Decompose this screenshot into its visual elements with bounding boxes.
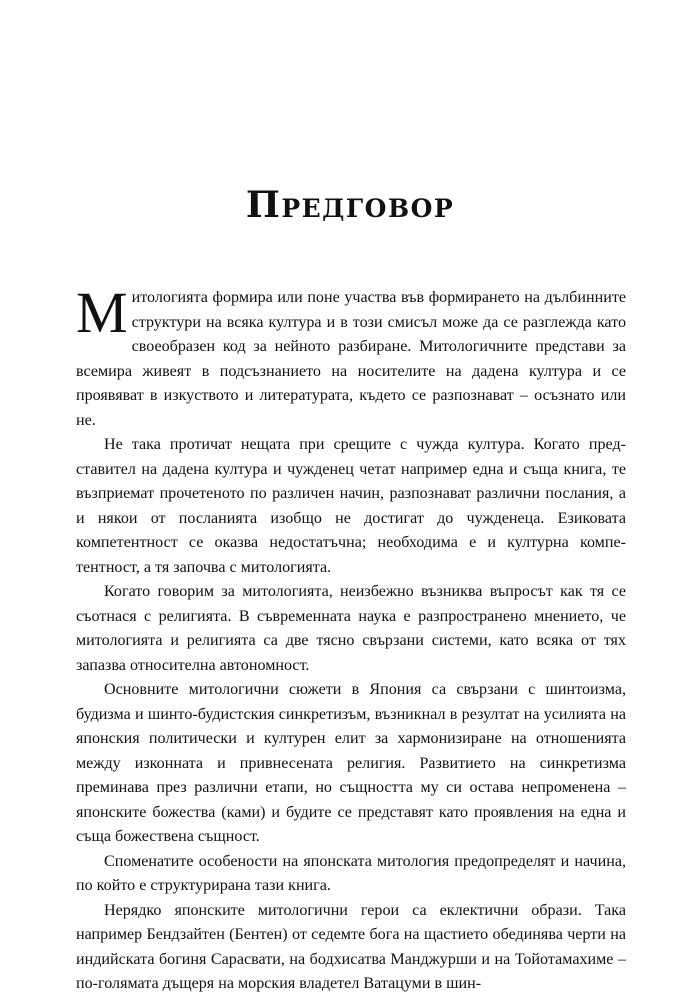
paragraph-1	[76, 280, 626, 433]
paragraph-6: Нерядко японските митологични герои са еклектични образи. Така например Бендзайтен (Бентен) от седемте бога на щастието обединява черти на индийската богиня Сарасвати, на бодхисатва Манджурши и на Тойотамахиме – по-голямата дъщеря на морския владетел Ватацуми в шин-	[76, 901, 626, 992]
chapter-body	[76, 280, 626, 997]
chapter-title: Предговор	[245, 184, 455, 226]
paragraph-1-text: итологията формира или поне участва във формирането на дълбинните структури на всяка култура и в този смисъл може да се разглежда като своеобразен код за нейното разбиране. Митологичните представи за всемира живеят в подсъзнанието на носителите на дадена култура и се проявяват в изкуството и литературата, където се разпознават – осъзнато или не.	[76, 289, 626, 429]
paragraph-4: Основните митологични сюжети в Япония са свързани с шинтоизма, будизма и шинто-будистския синкретизъм, възникнал в резултат на усилията на японския политически и културен елит за хармонизиране на отношенията между изконната и привнесената религия. Развитието на синкретизма преминава през различни етапи, но същността му си остава непроменена – японските божества (ками) и будите се представят като проявления на една и съща божествена същност.	[76, 681, 626, 845]
paragraph-5: Споменатите особености на японската митология предопределят и начина, по който е структурирана тази книга.	[76, 852, 626, 894]
drop-cap: М	[76, 280, 128, 345]
paragraph-2: Не така протичат нещата при срещите с чужда култура. Когато представител на дадена култура и чужденец четат например една и съща книга, те възприемат прочетеното по различен начин, разпознават различни послания, а и някои от посланията изобщо не достигат до чужденеца. Езиковата компетентност се оказва недостатъчна; необходима е и културна компетентност, а тя започва с митологията.	[76, 436, 626, 576]
paragraph-3: Когато говорим за митологията, неизбежно възниква въпросът как тя се съотнася с религията. В съвременната наука е разпространено мнението, че митологията и религията са две тясно свързани системи, като всяка от тях запазва относителна автономност.	[76, 583, 626, 674]
